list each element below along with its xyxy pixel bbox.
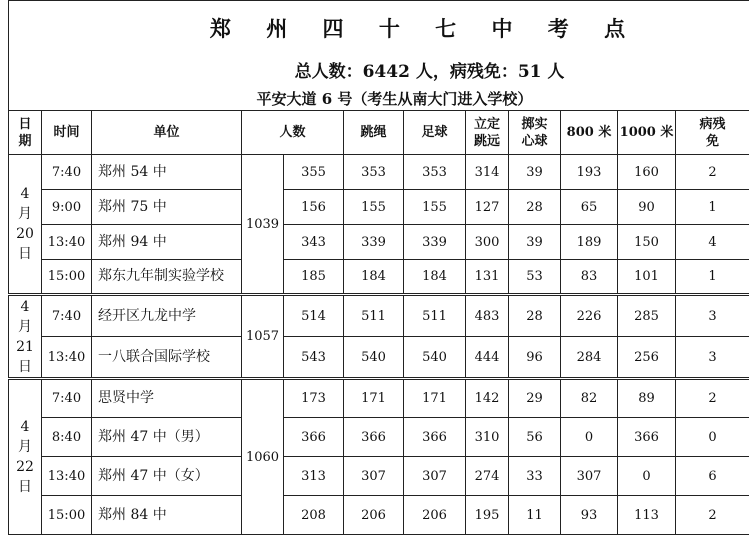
date-cell: 4 月 22 日 [9,379,42,535]
football-cell: 540 [404,337,466,379]
long-jump-cell: 127 [466,190,509,225]
run800-cell: 82 [561,379,618,418]
unit-cell: 郑东九年制实验学校 [92,260,242,295]
run800-cell: 65 [561,190,618,225]
ball-throw-cell: 56 [509,418,561,457]
header-people: 人数 [242,111,344,155]
rope-cell: 184 [344,260,404,295]
table-row [9,457,749,496]
header [8,0,749,110]
ball-throw-cell: 28 [509,295,561,337]
rope-cell: 540 [344,337,404,379]
run1000-cell: 113 [618,496,676,535]
run800-cell: 307 [561,457,618,496]
exempt-cell: 2 [676,379,749,418]
long-jump-cell: 195 [466,496,509,535]
exempt-cell: 1 [676,260,749,295]
people-cell: 156 [284,190,344,225]
football-cell: 171 [404,379,466,418]
football-cell: 511 [404,295,466,337]
people-cell: 366 [284,418,344,457]
schedule-table [8,110,749,535]
long-jump-cell: 314 [466,155,509,190]
header-rope: 跳绳 [344,111,404,155]
header-football: 足球 [404,111,466,155]
run800-cell: 189 [561,225,618,260]
unit-cell: 郑州 94 中 [92,225,242,260]
ball-throw-cell: 29 [509,379,561,418]
table-row [9,379,749,418]
date-cell: 4 月 21 日 [9,295,42,379]
football-cell: 339 [404,225,466,260]
exempt-cell: 1 [676,190,749,225]
ball-throw-cell: 33 [509,457,561,496]
run800-cell: 226 [561,295,618,337]
exempt-cell: 6 [676,457,749,496]
football-cell: 366 [404,418,466,457]
table-row [9,225,749,260]
page-title: 郑 州 四 十 七 中 考 点 [209,16,640,41]
run800-cell: 284 [561,337,618,379]
people-cell: 514 [284,295,344,337]
exempt-cell: 0 [676,418,749,457]
people-cell: 343 [284,225,344,260]
football-cell: 206 [404,496,466,535]
table-row [9,260,749,295]
long-jump-cell: 483 [466,295,509,337]
date-cell: 4 月 20 日 [9,155,42,295]
time-cell: 9:00 [42,190,92,225]
run1000-cell: 160 [618,155,676,190]
table-row [9,190,749,225]
exempt-cell: 3 [676,295,749,337]
header-row [9,111,749,155]
run1000-cell: 89 [618,379,676,418]
header-long-jump: 立定 跳远 [466,111,509,155]
people-cell: 355 [284,155,344,190]
rope-cell: 206 [344,496,404,535]
ball-throw-cell: 11 [509,496,561,535]
time-cell: 13:40 [42,457,92,496]
exempt-cell: 2 [676,496,749,535]
time-cell: 8:40 [42,418,92,457]
day-total-cell: 1060 [242,379,284,535]
header-date: 日 期 [9,111,42,155]
table-row [9,155,749,190]
header-ball-throw: 掷实 心球 [509,111,561,155]
rope-cell: 511 [344,295,404,337]
table-row [9,337,749,379]
unit-cell: 郑州 84 中 [92,496,242,535]
exempt-cell: 2 [676,155,749,190]
people-cell: 208 [284,496,344,535]
football-cell: 155 [404,190,466,225]
rope-cell: 366 [344,418,404,457]
ball-throw-cell: 39 [509,155,561,190]
people-cell: 543 [284,337,344,379]
football-cell: 307 [404,457,466,496]
run1000-cell: 101 [618,260,676,295]
long-jump-cell: 310 [466,418,509,457]
football-cell: 184 [404,260,466,295]
header-800m: 800 米 [561,111,618,155]
run1000-cell: 366 [618,418,676,457]
table-row [9,496,749,535]
exempt-cell: 3 [676,337,749,379]
unit-cell: 郑州 54 中 [92,155,242,190]
unit-cell: 郑州 75 中 [92,190,242,225]
people-cell: 173 [284,379,344,418]
time-cell: 13:40 [42,337,92,379]
ball-throw-cell: 96 [509,337,561,379]
long-jump-cell: 444 [466,337,509,379]
day-total-cell: 1057 [242,295,284,379]
header-1000m: 1000 米 [618,111,676,155]
long-jump-cell: 142 [466,379,509,418]
ball-throw-cell: 28 [509,190,561,225]
unit-cell: 一八联合国际学校 [92,337,242,379]
time-cell: 15:00 [42,496,92,535]
day-total-cell: 1039 [242,155,284,295]
run1000-cell: 90 [618,190,676,225]
ball-throw-cell: 53 [509,260,561,295]
header-time: 时间 [42,111,92,155]
time-cell: 7:40 [42,155,92,190]
rope-cell: 339 [344,225,404,260]
ball-throw-cell: 39 [509,225,561,260]
exempt-cell: 4 [676,225,749,260]
long-jump-cell: 300 [466,225,509,260]
venue-address: 平安大道 6 号（考生从南大门进入学校） [256,90,533,108]
football-cell: 353 [404,155,466,190]
run800-cell: 93 [561,496,618,535]
rope-cell: 353 [344,155,404,190]
people-cell: 185 [284,260,344,295]
run1000-cell: 0 [618,457,676,496]
time-cell: 15:00 [42,260,92,295]
rope-cell: 307 [344,457,404,496]
table-row [9,418,749,457]
time-cell: 7:40 [42,379,92,418]
run1000-cell: 256 [618,337,676,379]
people-cell: 313 [284,457,344,496]
run800-cell: 0 [561,418,618,457]
rope-cell: 171 [344,379,404,418]
unit-cell: 郑州 47 中（女） [92,457,242,496]
time-cell: 13:40 [42,225,92,260]
total-summary: 总人数：6442 人，病残免：51 人 [294,62,565,82]
header-unit: 单位 [92,111,242,155]
run1000-cell: 285 [618,295,676,337]
run1000-cell: 150 [618,225,676,260]
long-jump-cell: 274 [466,457,509,496]
unit-cell: 思贤中学 [92,379,242,418]
run800-cell: 193 [561,155,618,190]
rope-cell: 155 [344,190,404,225]
header-exempt: 病残 免 [676,111,749,155]
table-row [9,295,749,337]
time-cell: 7:40 [42,295,92,337]
unit-cell: 经开区九龙中学 [92,295,242,337]
run800-cell: 83 [561,260,618,295]
long-jump-cell: 131 [466,260,509,295]
unit-cell: 郑州 47 中（男） [92,418,242,457]
